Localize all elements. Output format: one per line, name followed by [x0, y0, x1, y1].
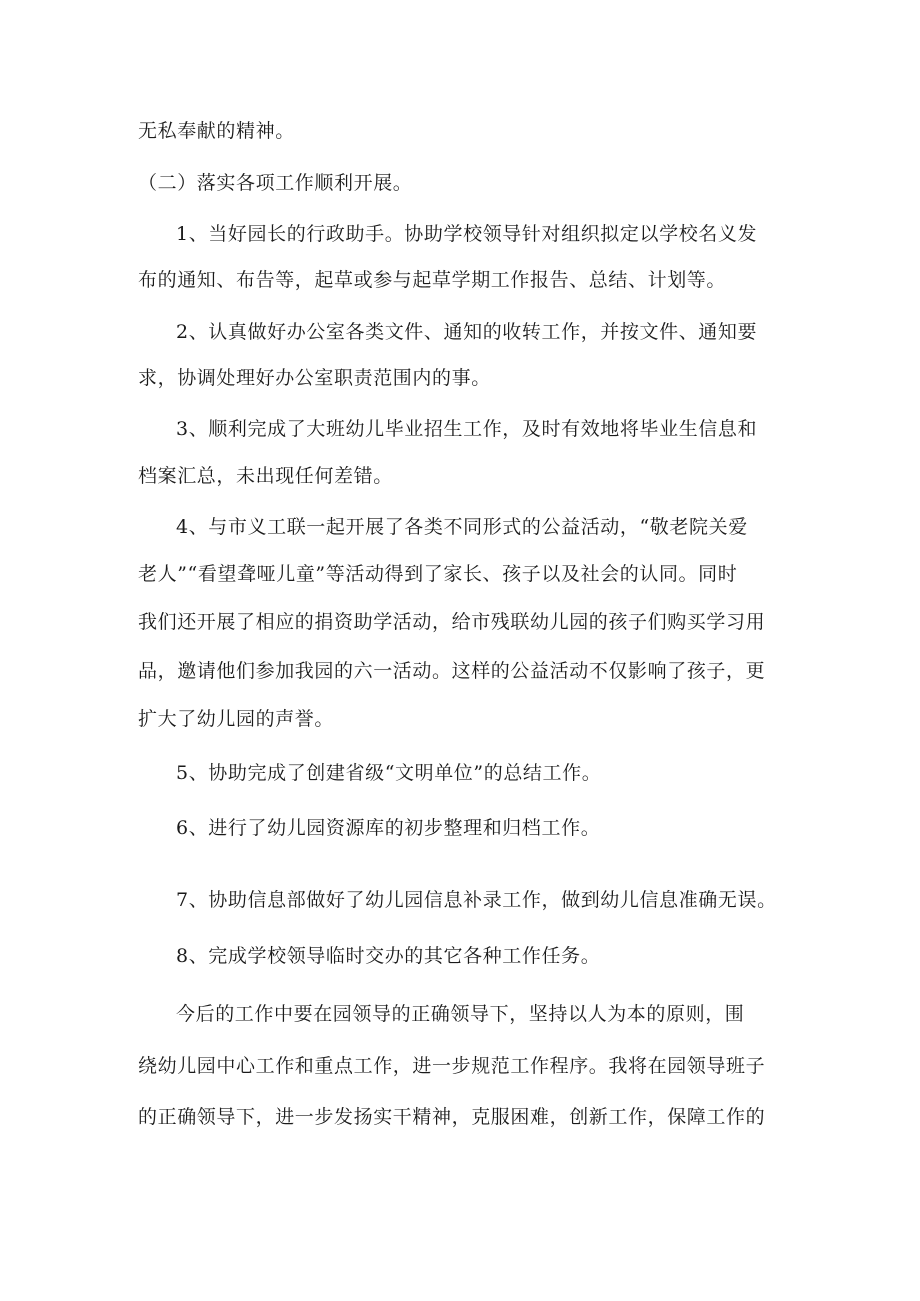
- item-4-line-1: 4、与市义工联一起开展了各类不同形式的公益活动，“敬老院关爱: [176, 516, 748, 538]
- item-2-line-2: 求，协调处理好办公室职责范围内的事。: [138, 367, 491, 389]
- item-4-line-3: 我们还开展了相应的捐资助学活动，给市残联幼儿园的孩子们购买学习用: [138, 611, 766, 633]
- item-1-line-2: 布的通知、布告等，起草或参与起草学期工作报告、总结、计划等。: [138, 269, 727, 291]
- item-5: 5、协助完成了创建省级“文明单位”的总结工作。: [176, 762, 602, 784]
- item-3-line-2: 档案汇总，未出现任何差错。: [138, 465, 393, 487]
- item-1-line-1: 1、当好园长的行政助手。协助学校领导针对组织拟定以学校名义发: [176, 223, 758, 245]
- text-line-1: 无私奉献的精神。: [138, 120, 295, 142]
- item-4-line-2: 老人”“看望聋哑儿童”等活动得到了家长、孩子以及社会的认同。同时: [138, 563, 738, 585]
- item-4-line-4: 品，邀请他们参加我园的六一活动。这样的公益活动不仅影响了孩子，更: [138, 660, 766, 682]
- item-7: 7、协助信息部做好了幼儿园信息补录工作，做到幼儿信息准确无误。: [176, 889, 777, 911]
- item-6: 6、进行了幼儿园资源库的初步整理和归档工作。: [176, 817, 601, 839]
- item-4-line-5: 扩大了幼儿园的声誉。: [138, 708, 335, 730]
- item-3-line-1: 3、顺利完成了大班幼儿毕业招生工作，及时有效地将毕业生信息和: [176, 418, 758, 440]
- closing-line-1: 今后的工作中要在园领导的正确领导下，坚持以人为本的原则，围: [176, 1003, 745, 1025]
- item-8: 8、完成学校领导临时交办的其它各种工作任务。: [176, 945, 601, 967]
- closing-line-3: 的正确领导下，进一步发扬实干精神，克服困难，创新工作，保障工作的: [138, 1106, 766, 1128]
- item-2-line-1: 2、认真做好办公室各类文件、通知的收转工作，并按文件、通知要: [176, 321, 758, 343]
- section-heading: （二）落实各项工作顺利开展。: [138, 172, 413, 194]
- closing-line-2: 绕幼儿园中心工作和重点工作，进一步规范工作程序。我将在园领导班子: [138, 1055, 766, 1077]
